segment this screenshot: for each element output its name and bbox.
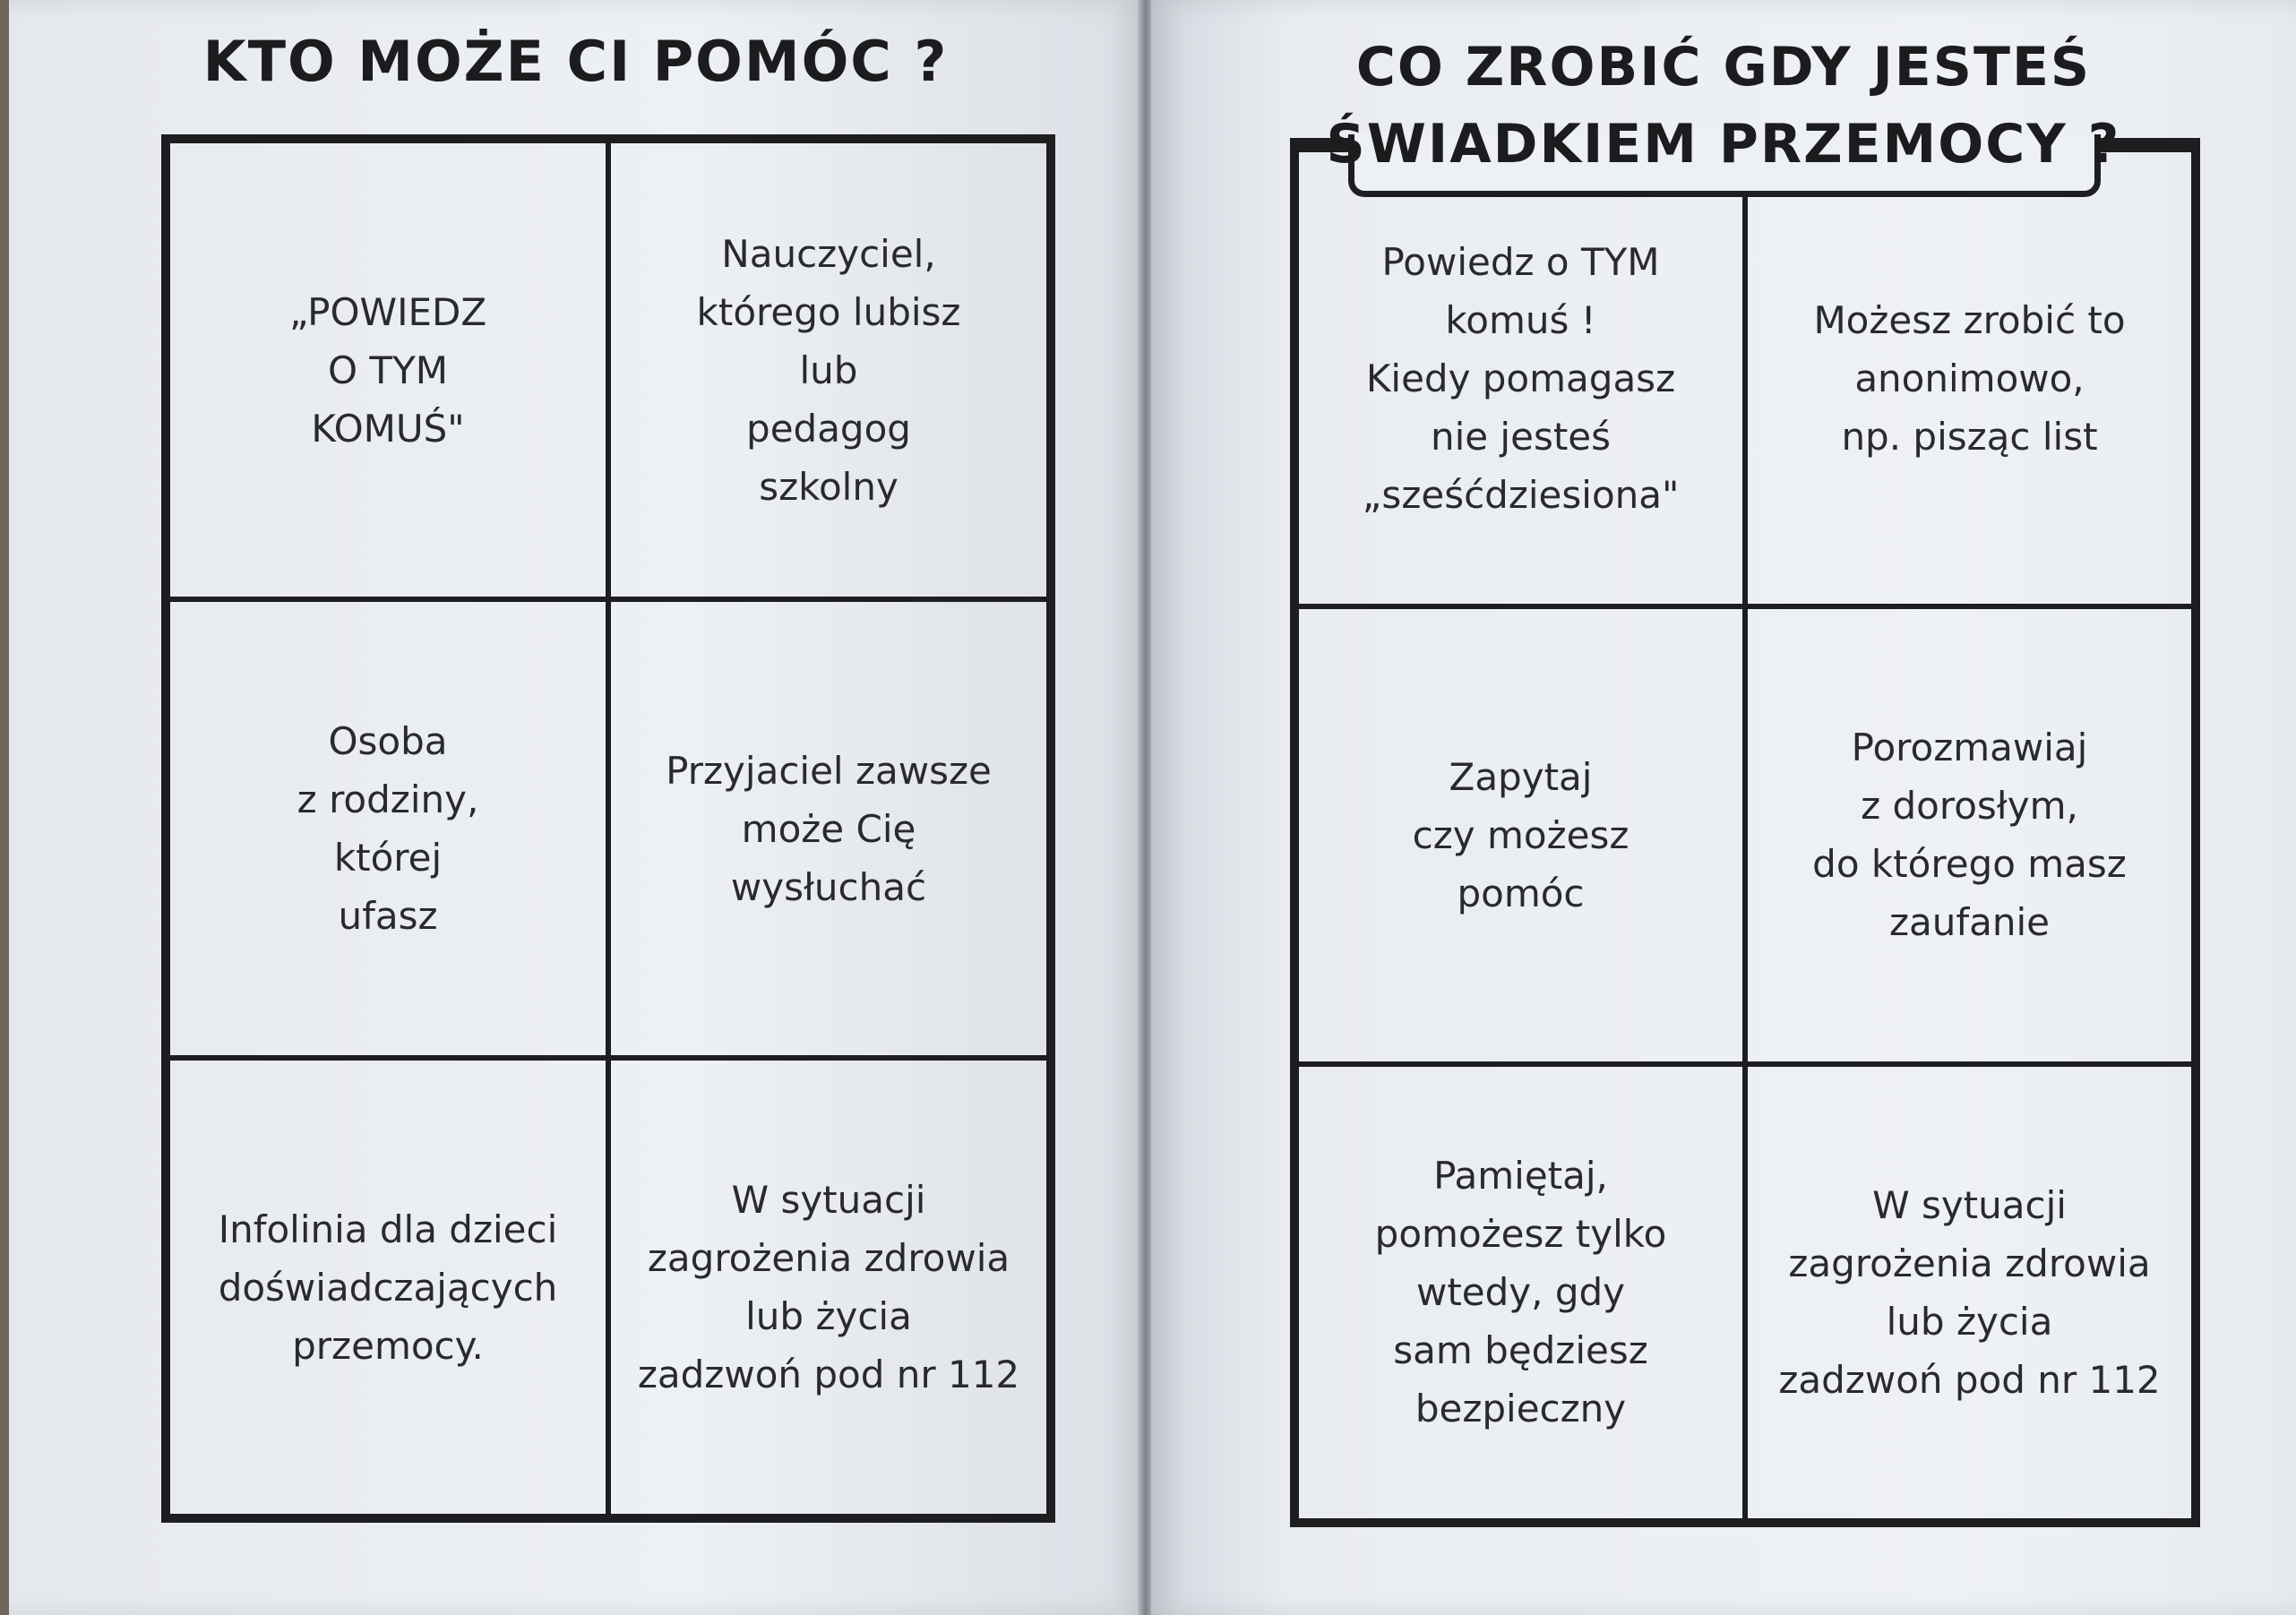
right-page	[1151, 0, 2296, 1615]
witness-grid	[1290, 143, 2200, 1527]
right-page-title-line-1: CO ZROBIĆ GDY JESTEŚ	[1355, 36, 2092, 99]
cell-text: Zapytaj czy możesz pomóc	[1412, 754, 1630, 915]
help-cell-family	[168, 599, 608, 1058]
cell-text: Osoba z rodziny, której ufasz	[297, 719, 479, 938]
witness-cell-emergency-112	[1745, 1064, 2194, 1521]
witness-cell-talk-to-adult	[1745, 606, 2194, 1063]
help-cell-hotline	[168, 1058, 608, 1516]
cell-text: Nauczyciel, którego lubisz lub pedagog szkolny	[696, 231, 961, 509]
cell-text: Porozmawiaj z dorosłym, do którego masz zaufanie	[1812, 726, 2127, 945]
cell-text: W sytuacji zagrożenia zdrowia lub życia zadzwoń pod nr 112	[1778, 1182, 2161, 1402]
help-cell-tell-someone	[168, 141, 608, 599]
witness-cell-tell-someone	[1296, 150, 1745, 606]
left-page	[9, 0, 1142, 1615]
witness-cell-anonymous	[1745, 150, 2194, 606]
witness-cell-stay-safe	[1296, 1064, 1745, 1521]
witness-cell-ask-to-help	[1296, 606, 1745, 1063]
help-cell-friend	[608, 599, 1049, 1058]
cell-text: Możesz zrobić to anonimowo, np. pisząc list	[1813, 297, 2126, 459]
left-page-title: KTO MOŻE CI POMÓC ?	[202, 29, 949, 94]
cell-text: Pamiętaj, pomożesz tylko wtedy, gdy sam będziesz bezpieczny	[1374, 1154, 1667, 1431]
cell-text: Powiedz o TYM komuś ! Kiedy pomagasz nie jesteś „sześćdziesiona"	[1362, 239, 1680, 517]
cell-text: „POWIEDZ O TYM KOMUŚ"	[288, 289, 487, 451]
cell-text: Infolinia dla dzieci doświadczających przemocy.	[218, 1207, 558, 1368]
cell-text: W sytuacji zagrożenia zdrowia lub życia zadzwoń pod nr 112	[637, 1178, 1020, 1396]
help-cell-teacher	[608, 141, 1049, 599]
cell-text: Przyjaciel zawsze może Cię wysłuchać	[666, 748, 992, 909]
help-grid	[161, 134, 1055, 1523]
right-page-title-line-2: ŚWIADKIEM PRZEMOCY ?	[1326, 113, 2121, 176]
help-cell-emergency-112	[608, 1058, 1049, 1516]
